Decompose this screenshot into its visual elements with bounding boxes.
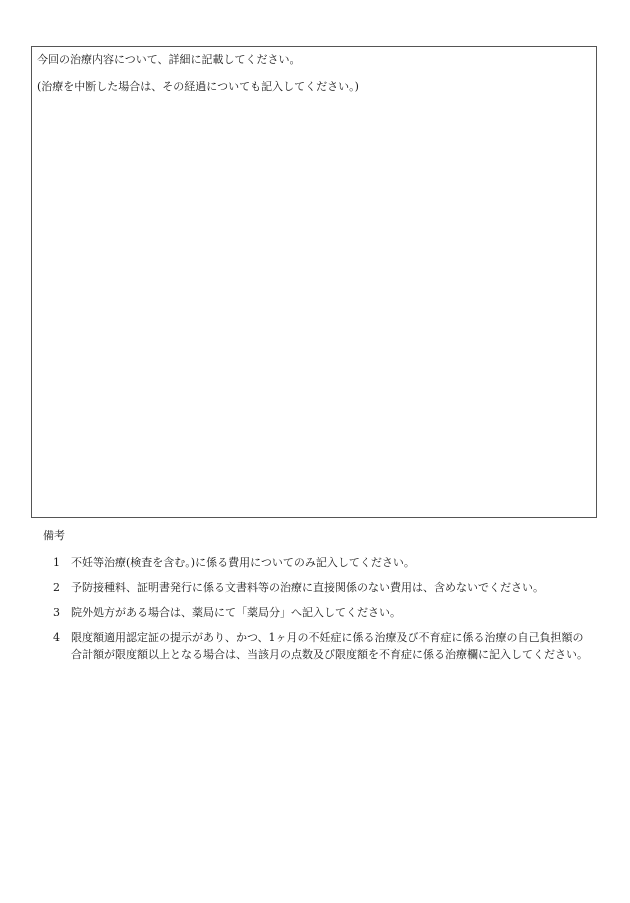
note-item <box>53 629 593 663</box>
note-number: 1 <box>53 556 60 569</box>
note-number: 2 <box>53 581 60 594</box>
note-number: 3 <box>53 606 60 619</box>
note-text: 限度額適用認定証の提示があり、かつ、1ヶ月の不妊症に係る治療及び不育症に係る治療の自己負担額の合計額が限度額以上となる場合は、当該月の点数及び限度額を不育症に係る治療欄に記入してください。 <box>71 631 588 661</box>
treatment-interruption-note: (治療を中断した場合は、その経過についても記入してください。) <box>37 80 359 93</box>
note-text: 不妊等治療(検査を含む。)に係る費用についてのみ記入してください。 <box>71 556 415 569</box>
note-number: 4 <box>53 631 60 644</box>
note-text: 予防接種料、証明書発行に係る文書料等の治療に直接関係のない費用は、含めないでください。 <box>71 581 544 594</box>
treatment-details-box[interactable] <box>31 46 597 518</box>
note-item <box>53 554 593 571</box>
notes-title: 備考 <box>43 529 65 542</box>
note-text: 院外処方がある場合は、薬局にて「薬局分」へ記入してください。 <box>71 606 401 619</box>
note-item <box>53 604 593 621</box>
note-item <box>53 579 593 596</box>
treatment-instruction: 今回の治療内容について、詳細に記載してください。 <box>37 53 301 66</box>
